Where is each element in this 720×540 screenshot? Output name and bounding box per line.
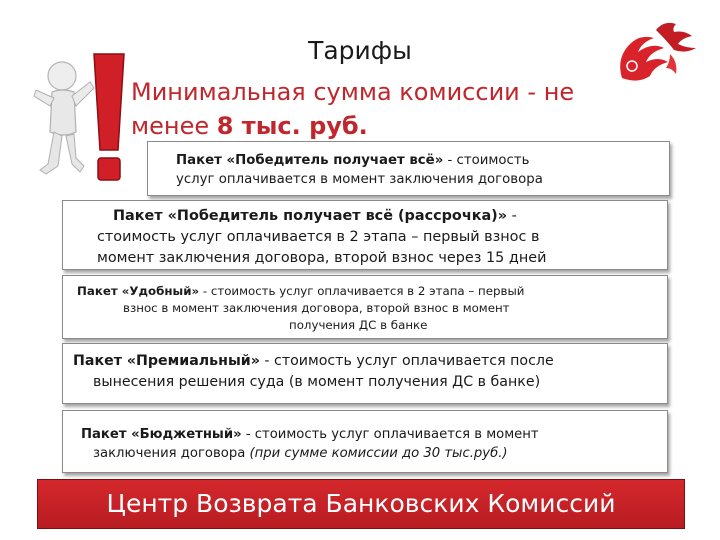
package-5-desc-2: заключения договора xyxy=(93,446,250,461)
package-1-line-1 xyxy=(176,151,669,170)
slide-subtitle xyxy=(131,75,671,143)
package-5-note: (при сумме комиссии до 30 тыс.руб.) xyxy=(249,446,508,461)
package-3-desc-3: получения ДС в банке xyxy=(289,318,428,332)
person-with-exclamation-icon xyxy=(32,46,142,186)
package-5-name: Пакет «Бюджетный» xyxy=(81,427,242,442)
package-box-1 xyxy=(147,141,670,196)
package-3-name: Пакет «Удобный» xyxy=(77,284,200,298)
package-2-name: Пакет «Победитель получает всё (рассрочка)» xyxy=(113,208,508,224)
package-1-name: Пакет «Победитель получает всё» xyxy=(176,153,444,168)
package-2-desc-1: - xyxy=(507,208,517,224)
package-box-5 xyxy=(62,410,668,473)
package-2-desc-2: стоимость услуг оплачивается в 2 этапа – первый взнос в xyxy=(97,229,540,245)
package-5-line-2 xyxy=(63,444,667,463)
package-3-line-1 xyxy=(63,283,667,300)
slide-title-text: Тарифы xyxy=(308,36,412,65)
subtitle-line-2 xyxy=(131,109,671,143)
package-1-desc-2: услуг оплачивается в момент заключения договора xyxy=(176,172,543,187)
package-4-desc-1: - стоимость услуг оплачивается после xyxy=(259,353,554,369)
package-5-line-1 xyxy=(63,425,667,444)
package-box-4 xyxy=(62,343,668,404)
subtitle-prefix: менее xyxy=(131,112,217,140)
package-2-line-1 xyxy=(63,206,667,227)
package-3-desc-2: взнос в момент заключения договора, второй взнос в момент xyxy=(123,301,510,315)
package-4-desc-2: вынесения решения суда (в момент получения ДС в банке) xyxy=(93,374,541,390)
package-3-desc-1: - стоимость услуг оплачивается в 2 этапа – первый xyxy=(199,284,525,298)
package-4-name: Пакет «Премиальный» xyxy=(73,353,260,369)
package-4-line-1 xyxy=(63,351,667,372)
subtitle-amount: 8 тыс. руб. xyxy=(216,112,368,140)
footer-banner xyxy=(37,479,685,529)
package-2-desc-3: момент заключения договора, второй взнос через 15 дней xyxy=(97,250,547,266)
red-phoenix-logo-icon xyxy=(612,18,700,90)
package-1-desc-1: - стоимость xyxy=(443,153,530,168)
subtitle-line-1: Минимальная сумма комиссии - не xyxy=(131,78,575,106)
footer-text: Центр Возврата Банковских Комиссий xyxy=(106,489,616,518)
package-box-3 xyxy=(62,275,668,339)
package-box-2 xyxy=(62,200,668,270)
package-5-desc-1: - стоимость услуг оплачивается в момент xyxy=(241,427,539,442)
